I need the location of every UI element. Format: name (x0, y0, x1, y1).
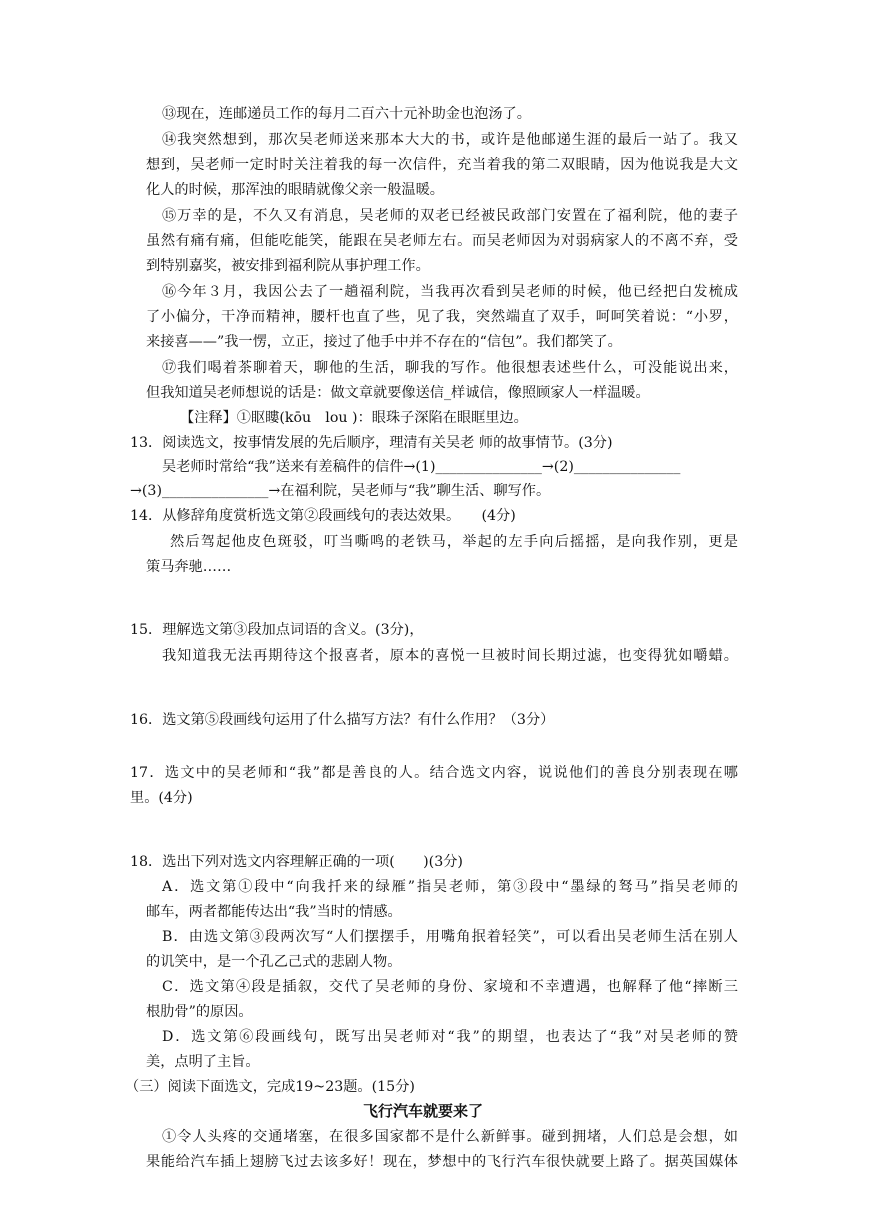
paragraph-14-line-2: 想到，吴老师一定时时关注着我的每一次信件，充当着我的第二双眼睛，因为他说我是大文 (146, 157, 738, 173)
paragraph-16-line-3: 来接喜——”我一愣，立正，接过了他手中并不存在的“信包”。我们都笑了。 (146, 334, 622, 350)
question-15-stem: 15．理解选文第③段加点词语的含义。(3分)， (130, 622, 424, 638)
paragraph-16-line-2: 了小偏分，干净而精神，腰杆也直了些，见了我，突然端直了双手，呵呵笑着说：“小罗， (146, 309, 738, 325)
question-15-quote: 我知道我无法再期待这个报喜者，原本的喜悦一旦被时间长期过滤，也变得犹如嚼蜡。 (162, 648, 738, 664)
paragraph-15-line-2: 虽然有痛有痛，但能吃能笑，能跟在吴老师左右。而吴老师因为对弱病家人的不离不弃，受 (146, 233, 738, 249)
question-17-stem-line-2: 里。(4分) (130, 790, 193, 806)
question-16-stem: 16．选文第⑤段画线句运用了什么描写方法？有什么作用？（3分） (130, 712, 555, 728)
question-14-quote-line-2: 策马奔驰…… (146, 559, 232, 575)
paragraph-15-line-3: 到特别嘉奖，被安排到福利院从事护理工作。 (146, 258, 430, 274)
article-paragraph-1-line-1: ①令人头疼的交通堵塞，在很多国家都不是什么新鲜事。碰到拥堵，人们总是会想，如 (162, 1129, 738, 1145)
question-18-option-d-line-2: 美，点明了主旨。 (146, 1054, 260, 1070)
question-18-option-a-line-1: A．选文第①段中“向我扦来的绿雁”指吴老师，第③段中“墨绿的驽马”指吴老师的 (162, 879, 738, 895)
paragraph-13: ⑬现在，连邮递员工作的每月二百六十元补助金也泡汤了。 (162, 106, 531, 122)
question-18-option-d-line-1: D．选文第⑥段画线句，既写出吴老师对“我”的期望，也表达了“我”对吴老师的赞 (162, 1029, 738, 1045)
paragraph-15-line-1: ⑮万幸的是，不久又有消息，吴老师的双老已经被民政部门安置在了福利院，他的妻子 (162, 208, 738, 224)
question-13-line-2: →(3)_______________→在福利院，吴老师与“我”聊生活、聊写作。 (130, 483, 551, 499)
article-title: 飞行汽车就要来了 (363, 1102, 484, 1120)
question-18-option-a-line-2: 邮车，两者都能传达出“我”当时的情感。 (146, 904, 402, 920)
paragraph-14-line-1: ⑭我突然想到，那次吴老师送来那本大大的书，或许是他邮递生涯的最后一站了。我又 (162, 132, 738, 148)
paragraph-16-line-1: ⑯今年３月，我因公去了一趟福利院，当我再次看到吴老师的时候，他已经把白发梳成 (162, 284, 738, 300)
question-13-line-1: 吴老师时常给“我”送来有差稿件的信件→(1)_______________→(2)_______________ (162, 459, 681, 475)
question-18-option-b-line-1: B．由选文第③段两次写“人们摆摆手，用嘴角抿着轻笑”，可以看出吴老师生活在别人 (162, 929, 738, 945)
section-3-heading: （三）阅读下面选文，完成19~23题。(15分) (125, 1079, 415, 1095)
paragraph-17-line-1: ⑰我们喝着茶聊着天，聊他的生活，聊我的写作。他很想表述些什么，可没能说出来， (162, 360, 738, 376)
paragraph-17-line-2: 但我知道吴老师想说的话是：做文章就要像送信_样诚信，像照顾家人一样温暖。 (146, 385, 650, 401)
question-18-stem: 18．选出下列对选文内容理解正确的一项( )(3分) (130, 854, 463, 870)
question-13-stem: 13．阅读选文，按事情发展的先后顺序，理清有关吴老 师的故事情节。(3分) (130, 435, 613, 451)
question-14-stem: 14．从修辞角度赏析选文第②段画线句的表达效果。 (4分) (130, 508, 516, 524)
question-17-stem-line-1: 17．选文中的吴老师和“我”都是善良的人。结合选文内容，说说他们的善良分别表现在哪 (130, 765, 738, 781)
annotation-note: 【注释】①眍瞜(kōu lou )：眼珠子深陷在眼眶里边。 (180, 410, 528, 426)
question-18-option-c-line-2: 根肋骨”的原因。 (146, 1004, 253, 1020)
paragraph-14-line-3: 化人的时候，那浑浊的眼睛就像父亲一般温暖。 (146, 182, 444, 198)
article-paragraph-1-line-2: 果能给汽车插上翅膀飞过去该多好！现在，梦想中的飞行汽车很快就要上路了。据英国媒体 (146, 1154, 738, 1170)
question-18-option-c-line-1: C．选文第④段是插叙，交代了吴老师的身份、家境和不幸遭遇，也解释了他“摔断三 (162, 979, 738, 995)
question-14-quote-line-1: 然后驾起他皮色斑驳，叮当嘶鸣的老铁马，举起的左手向后摇摇，是向我作别，更是 (170, 534, 738, 550)
question-18-option-b-line-2: 的讥笑中，是一个孔乙己式的悲剧人物。 (146, 954, 402, 970)
